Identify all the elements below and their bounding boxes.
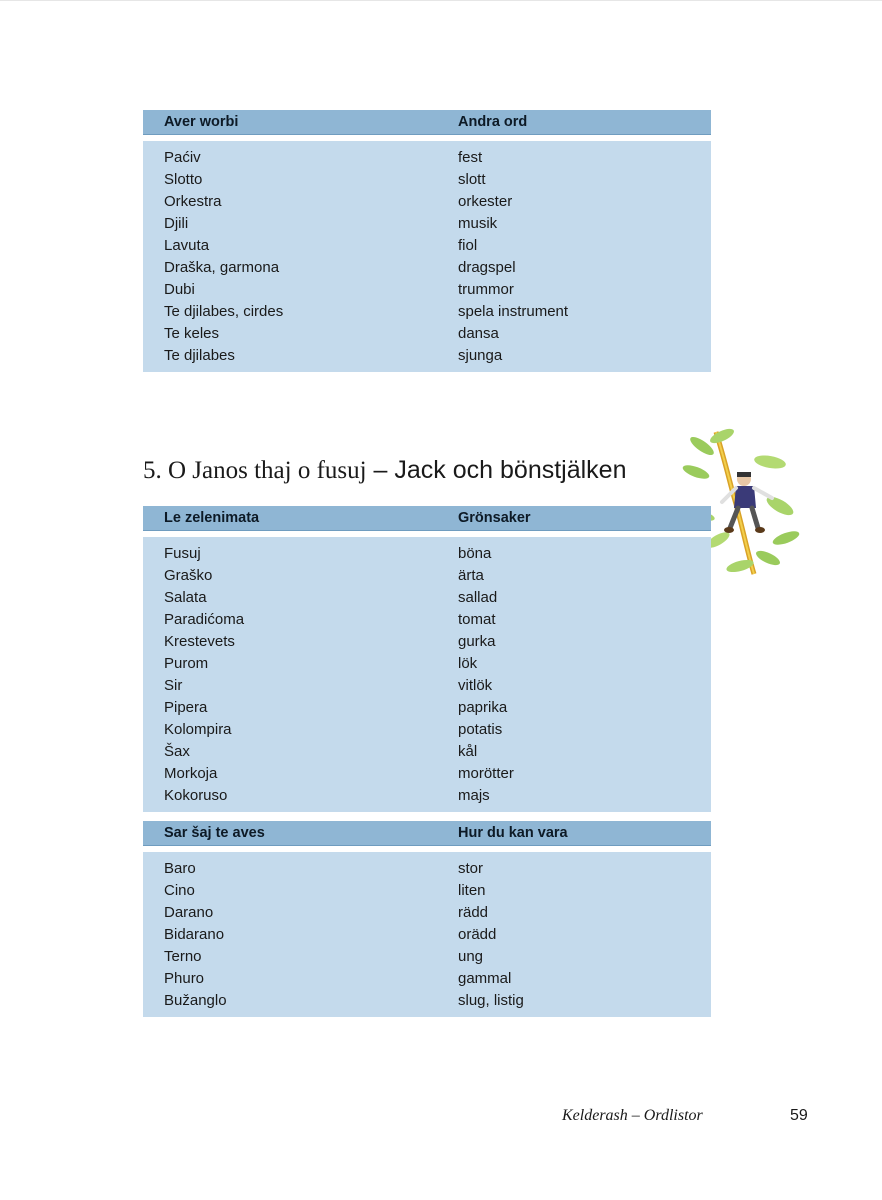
section-title-romani: 5. O Janos thaj o fusuj [143, 457, 367, 484]
header-romani: Le zelenimata [164, 510, 260, 526]
romani-word: Cino [164, 881, 195, 899]
romani-word: Paćiv [164, 148, 201, 166]
table-row [143, 967, 711, 989]
table-header [143, 821, 711, 846]
table-row [143, 718, 711, 740]
romani-word: Krestevets [164, 632, 235, 650]
table-row [143, 344, 711, 366]
table-row [143, 300, 711, 322]
swedish-word: gammal [458, 969, 512, 987]
table-row [143, 740, 711, 762]
swedish-word: slott [458, 170, 486, 188]
romani-word: Kolompira [164, 720, 232, 738]
swedish-word: orkester [458, 192, 513, 210]
romani-word: Paradićoma [164, 610, 245, 628]
romani-word: Bužanglo [164, 991, 227, 1009]
romani-word: Purom [164, 654, 209, 672]
table-row [143, 168, 711, 190]
romani-word: Slotto [164, 170, 203, 188]
table-row [143, 784, 711, 806]
romani-word: Kokoruso [164, 786, 228, 804]
swedish-word: kål [458, 742, 478, 760]
table-row [143, 564, 711, 586]
page-number: 59 [790, 1107, 808, 1124]
section-title-swedish: – Jack och bönstjälken [366, 456, 627, 484]
table-row [143, 234, 711, 256]
swedish-word: ung [458, 947, 484, 965]
swedish-word: fiol [458, 236, 478, 254]
table-body [143, 141, 711, 372]
romani-word: Morkoja [164, 764, 218, 782]
swedish-word: sjunga [458, 346, 503, 364]
romani-word: Te keles [164, 324, 220, 342]
swedish-word: orädd [458, 925, 497, 943]
section-title [143, 456, 627, 485]
swedish-word: slug, listig [458, 991, 524, 1009]
romani-word: Graško [164, 566, 213, 584]
table-row [143, 322, 711, 344]
swedish-word: liten [458, 881, 486, 899]
romani-word: Orkestra [164, 192, 222, 210]
table-row [143, 146, 711, 168]
swedish-word: trummor [458, 280, 514, 298]
swedish-word: vitlök [458, 676, 493, 694]
footer-title: Kelderash – Ordlistor [562, 1107, 703, 1124]
swedish-word: majs [458, 786, 490, 804]
table-row [143, 212, 711, 234]
swedish-word: sallad [458, 588, 498, 606]
header-swedish: Grönsaker [458, 510, 531, 526]
romani-word: Salata [164, 588, 207, 606]
romani-word: Pipera [164, 698, 208, 716]
swedish-word: böna [458, 544, 492, 562]
table-row [143, 630, 711, 652]
header-swedish: Andra ord [458, 114, 528, 130]
swedish-word: lök [458, 654, 478, 672]
romani-word: Draška, garmona [164, 258, 280, 276]
table-body [143, 537, 711, 812]
swedish-word: rädd [458, 903, 489, 921]
romani-word: Darano [164, 903, 214, 921]
swedish-word: musik [458, 214, 498, 232]
romani-word: Baro [164, 859, 196, 877]
table-row [143, 190, 711, 212]
table-row [143, 608, 711, 630]
header-swedish: Hur du kan vara [458, 825, 568, 841]
swedish-word: tomat [458, 610, 496, 628]
table-body [143, 852, 711, 1017]
swedish-word: spela instrument [458, 302, 569, 320]
romani-word: Dubi [164, 280, 195, 298]
header-romani: Aver worbi [164, 114, 239, 130]
romani-word: Te djilabes [164, 346, 235, 364]
table-header [143, 506, 711, 531]
table-row [143, 879, 711, 901]
swedish-word: dansa [458, 324, 499, 342]
table-row [143, 256, 711, 278]
romani-word: Lavuta [164, 236, 210, 254]
swedish-word: paprika [458, 698, 508, 716]
romani-word: Sir [164, 676, 183, 694]
romani-word: Djili [164, 214, 189, 232]
table-row [143, 762, 711, 784]
table-row [143, 945, 711, 967]
swedish-word: morötter [458, 764, 514, 782]
swedish-word: dragspel [458, 258, 516, 276]
table-row [143, 857, 711, 879]
romani-word: Fusuj [164, 544, 201, 562]
table-header [143, 110, 711, 135]
romani-word: Terno [164, 947, 202, 965]
swedish-word: fest [458, 148, 483, 166]
table-row [143, 923, 711, 945]
word-table-how-you-can-be [143, 821, 711, 1017]
table-row [143, 989, 711, 1011]
romani-word: Bidarano [164, 925, 225, 943]
table-row [143, 586, 711, 608]
swedish-word: gurka [458, 632, 496, 650]
swedish-word: ärta [458, 566, 484, 584]
table-row [143, 696, 711, 718]
word-table-vegetables [143, 506, 711, 812]
romani-word: Šax [164, 742, 190, 760]
header-romani: Sar šaj te aves [164, 825, 265, 841]
romani-word: Phuro [164, 969, 205, 987]
word-table-other-words [143, 110, 711, 372]
table-row [143, 901, 711, 923]
page-top-edge [0, 0, 882, 1]
romani-word: Te djilabes, cirdes [164, 302, 284, 320]
table-row [143, 652, 711, 674]
table-row [143, 674, 711, 696]
table-row [143, 542, 711, 564]
table-row [143, 278, 711, 300]
swedish-word: stor [458, 859, 484, 877]
swedish-word: potatis [458, 720, 503, 738]
